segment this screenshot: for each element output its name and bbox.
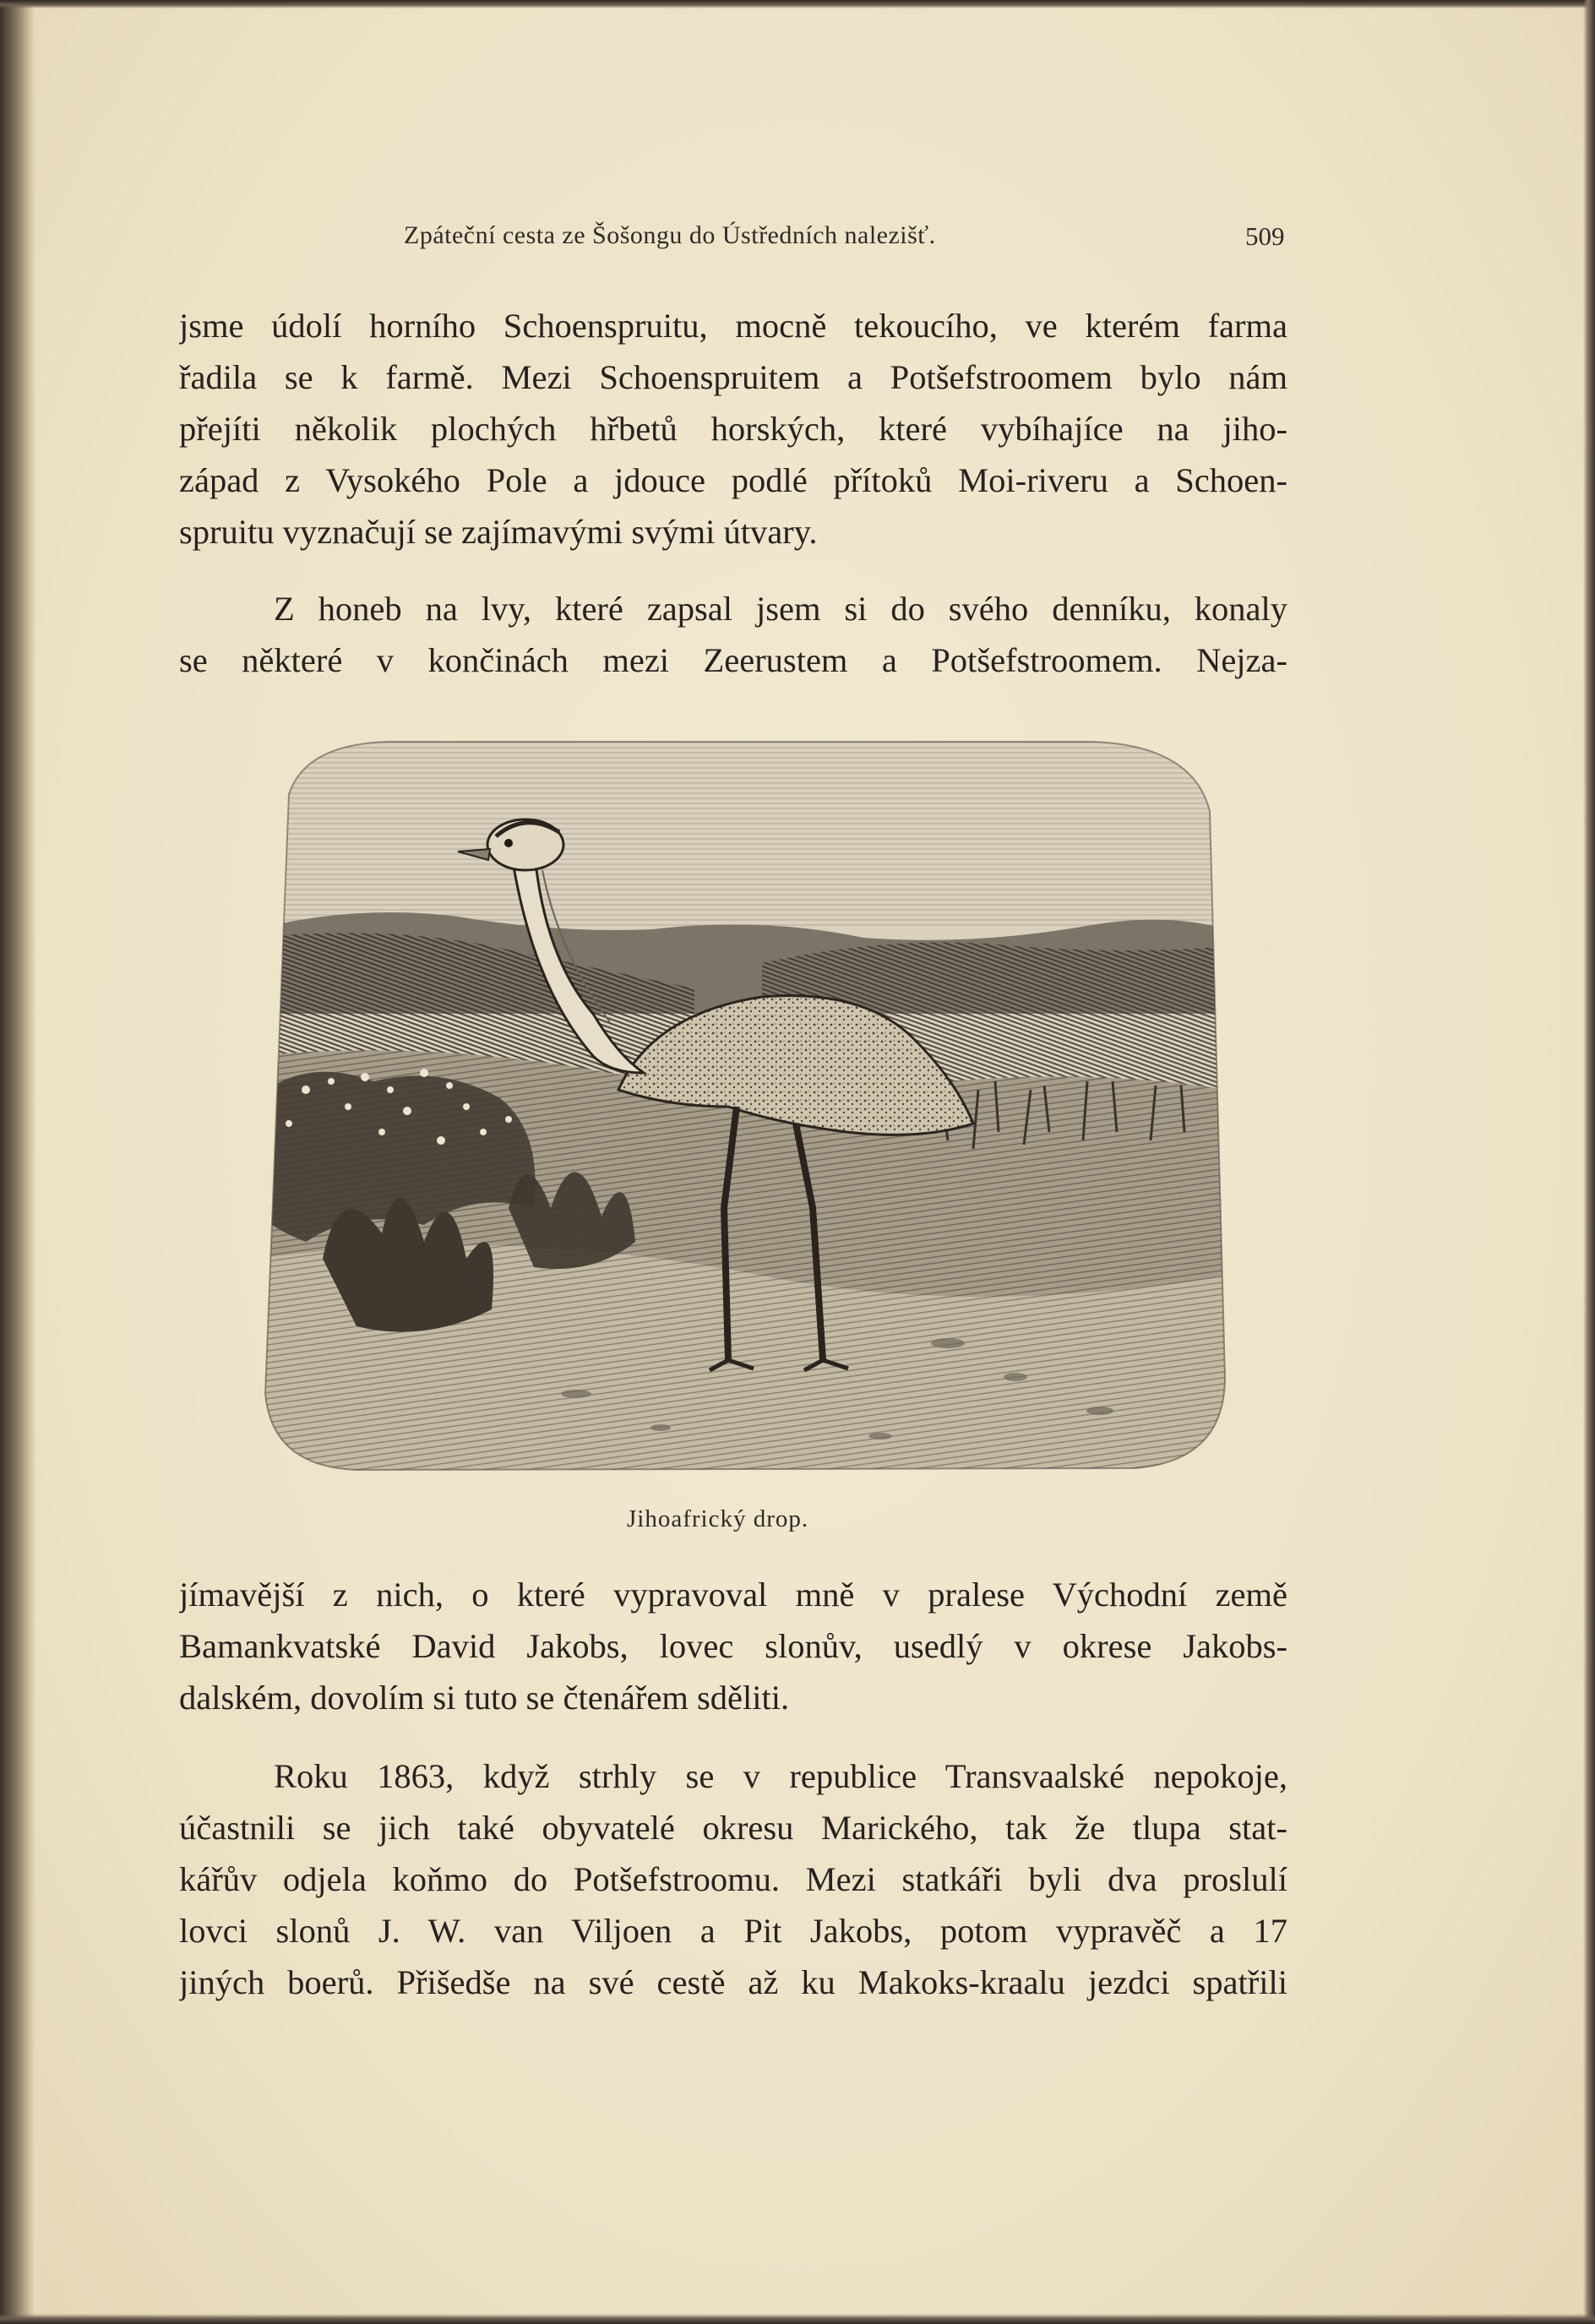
text-line: jiných boerů. Přišedše na své cestě až ku Makoks-kraalu jezdci spatřili bbox=[179, 1963, 1287, 2001]
book-gutter bbox=[0, 0, 35, 2324]
paragraph-2 bbox=[179, 583, 1287, 686]
paragraph-3 bbox=[179, 1569, 1287, 1723]
page-right-edge bbox=[1583, 0, 1595, 2324]
text-line: spruitu vyznačují se zajímavými svými útvary. bbox=[179, 513, 818, 551]
running-header: Zpáteční cesta ze Šošongu do Ústředních nalezišť. bbox=[404, 221, 936, 249]
text-line: řadila se k farmě. Mezi Schoenspruitem a Potšefstroomem bylo nám bbox=[179, 358, 1287, 396]
text-line: Roku 1863, když strhly se v republice Transvaalské nepokoje, bbox=[274, 1757, 1287, 1795]
text-line: západ z Vysokého Pole a jdouce podlé přítoků Moi-riveru a Schoen- bbox=[179, 461, 1287, 499]
text-line: lovci slonů J. W. van Viljoen a Pit Jakobs, potom vypravěč a 17 bbox=[179, 1912, 1287, 1950]
text-line: přejíti několik plochých hřbetů horských, které vybíhajíce na jiho- bbox=[179, 410, 1287, 448]
text-line: Bamankvatské David Jakobs, lovec slonův, usedlý v okrese Jakobs- bbox=[179, 1627, 1287, 1665]
page-bottom-edge bbox=[0, 2314, 1595, 2324]
text-line: jsme údolí horního Schoenspruitu, mocně tekoucího, ve kterém farma bbox=[179, 307, 1287, 345]
text-line: účastnili se jich také obyvatelé okresu Marického, tak že tlupa stat- bbox=[179, 1809, 1287, 1847]
text-line: jímavější z nich, o které vypravoval mně v pralese Východní země bbox=[179, 1576, 1287, 1614]
text-line: se některé v končinách mezi Zeerustem a Potšefstroomem. Nejza- bbox=[179, 641, 1287, 679]
text-line: dalském, dovolím si tuto se čtenářem sděliti. bbox=[179, 1679, 790, 1717]
engraving-illustration bbox=[255, 735, 1227, 1478]
bustard-engraving bbox=[255, 735, 1227, 1478]
text-line: kářův odjela koňmo do Potšefstroomu. Mezi statkáři byli dva proslulí bbox=[179, 1860, 1287, 1898]
figure-caption: Jihoafrický drop. bbox=[627, 1505, 809, 1532]
paragraph-4 bbox=[179, 1750, 1287, 2008]
text-line: Z honeb na lvy, které zapsal jsem si do svého denníku, konaly bbox=[274, 590, 1287, 628]
paragraph-1 bbox=[179, 300, 1287, 558]
page-number: 509 bbox=[1245, 221, 1285, 251]
page-top-edge bbox=[0, 0, 1595, 8]
